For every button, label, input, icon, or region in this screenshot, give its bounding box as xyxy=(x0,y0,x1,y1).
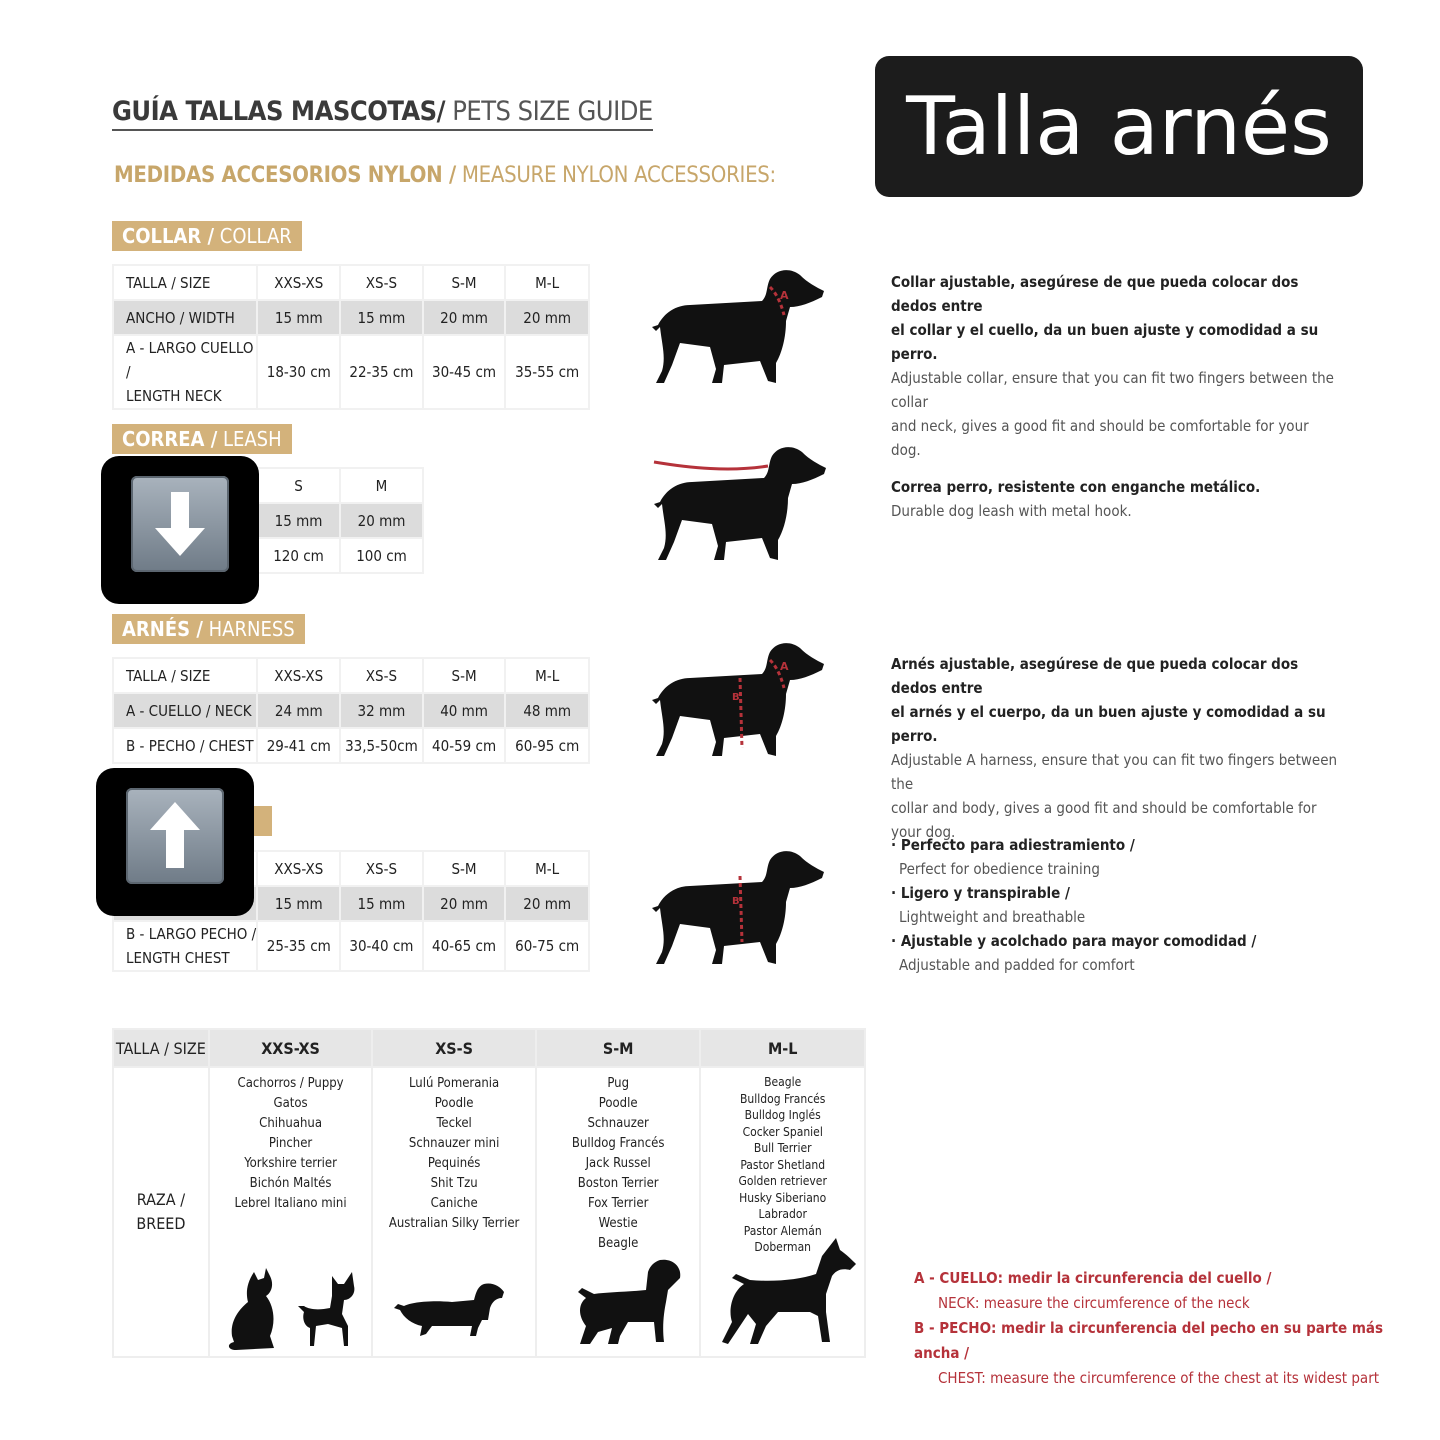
length-cell: 35-55 cm xyxy=(505,335,589,409)
breed-item: Cachorros / Puppy xyxy=(237,1076,344,1091)
width-cell: 15 mm xyxy=(257,503,340,538)
breed-item: Schnauzer xyxy=(587,1116,649,1131)
feature-es: Ajustable y acolchado para mayor comodidad / xyxy=(900,932,1257,950)
dog-leash-icon xyxy=(650,442,832,564)
breed-item: Fox Terrier xyxy=(587,1196,649,1211)
cat-chihuahua-icon xyxy=(224,1266,364,1352)
feature-en: Adjustable and padded for comfort xyxy=(899,956,1135,974)
title-en: PETS SIZE GUIDE xyxy=(445,96,653,127)
breed-item: Gatos xyxy=(273,1096,308,1111)
collar-desc-en-1: Adjustable collar, ensure that you can fit two fingers between the collar xyxy=(891,369,1334,411)
breed-list xyxy=(701,1074,864,1256)
feature-en: Lightweight and breathable xyxy=(899,908,1086,926)
breed-header-size: TALLA / SIZE xyxy=(113,1029,209,1067)
width-cell: 20 mm xyxy=(423,300,506,335)
breed-row-label xyxy=(113,1067,209,1357)
legend-neck-es: A - CUELLO: medir la circunferencia del cuello / xyxy=(914,1269,1272,1287)
size-cell: XS-S xyxy=(340,658,423,693)
collar-label-en: COLLAR xyxy=(214,224,292,248)
padded-harness-features xyxy=(891,833,1341,977)
harness-label xyxy=(112,614,305,644)
row-label-neck: A - CUELLO / NECK xyxy=(113,693,257,728)
svg-text:B: B xyxy=(732,896,740,907)
breed-list xyxy=(373,1074,535,1234)
leash-size-table xyxy=(256,467,424,574)
harness-description xyxy=(891,652,1341,844)
dog-harness-icon xyxy=(650,638,830,760)
leash-desc-en: Durable dog leash with metal hook. xyxy=(891,502,1132,520)
width-cell: 20 mm xyxy=(340,503,423,538)
harness-size-badge: Talla arnés xyxy=(875,56,1363,197)
schnauzer-icon xyxy=(568,1256,688,1348)
breed-item: Schnauzer mini xyxy=(408,1136,500,1151)
breed-label-en: BREED xyxy=(136,1214,186,1233)
scroll-up-button[interactable] xyxy=(96,768,254,916)
breed-item: Bulldog Francés xyxy=(571,1136,665,1151)
length-cell: 120 cm xyxy=(257,538,340,573)
breed-size-header: XXS-XS xyxy=(209,1029,373,1067)
breed-item: Bull Terrier xyxy=(753,1141,812,1155)
breed-item: Cocker Spaniel xyxy=(742,1124,823,1139)
row-label-length-en: LENGTH NECK xyxy=(126,387,222,405)
size-cell: M-L xyxy=(505,265,589,300)
breed-item: Bulldog Francés xyxy=(740,1091,826,1106)
width-cell: 20 mm xyxy=(505,886,589,921)
leash-desc-es: Correa perro, resistente con enganche metálico. xyxy=(891,478,1261,496)
breed-item: Australian Silky Terrier xyxy=(388,1216,520,1231)
dog-collar-icon xyxy=(650,265,830,387)
breed-item: Teckel xyxy=(436,1116,472,1131)
harness-desc-es-1: Arnés ajustable, asegúrese de que pueda colocar dos dedos entre xyxy=(891,655,1299,697)
breed-item: Doberman xyxy=(754,1240,812,1254)
harness-desc-en-1: Adjustable A harness, ensure that you can fit two fingers between the xyxy=(891,751,1338,793)
breed-item: Lebrel Italiano mini xyxy=(234,1196,347,1211)
row-label-length-chest xyxy=(113,921,257,971)
breed-item: Pequinés xyxy=(427,1156,481,1171)
length-cell: 30-45 cm xyxy=(423,335,506,409)
size-cell: M-L xyxy=(505,658,589,693)
subtitle-en: MEASURE NYLON ACCESSORIES: xyxy=(455,163,776,188)
table-header-size: TALLA / SIZE xyxy=(113,658,257,693)
breed-item: Caniche xyxy=(430,1196,478,1211)
page-title xyxy=(112,96,653,131)
title-es: GUÍA TALLAS MASCOTAS/ xyxy=(112,96,445,127)
leash-label-es: CORREA / xyxy=(122,427,218,451)
row-label-length-chest-en: LENGTH CHEST xyxy=(126,949,230,967)
harness-label-en: HARNESS xyxy=(202,617,295,641)
breed-item: Bichón Maltés xyxy=(249,1176,332,1191)
breed-item: Labrador xyxy=(758,1207,807,1221)
breed-item: Beagle xyxy=(764,1075,802,1089)
length-cell: 22-35 cm xyxy=(340,335,423,409)
collar-description xyxy=(891,270,1341,462)
breed-item: Beagle xyxy=(598,1236,639,1251)
breed-item: Golden retriever xyxy=(738,1174,827,1188)
breed-size-header: S-M xyxy=(536,1029,701,1067)
harness-desc-en-2: collar and body, gives a good fit and should be comfortable for your dog. xyxy=(891,799,1317,841)
size-cell: M xyxy=(340,468,423,503)
arrow-up-icon xyxy=(126,788,224,884)
neck-cell: 24 mm xyxy=(257,693,340,728)
chest-cell: 33,5-50cm xyxy=(340,728,423,763)
chest-cell: 60-95 cm xyxy=(505,728,589,763)
breed-item: Pug xyxy=(607,1076,629,1091)
collar-label xyxy=(112,221,302,251)
harness-size-table xyxy=(112,657,590,764)
feature-es: Perfecto para adiestramiento / xyxy=(900,836,1135,854)
svg-text:A: A xyxy=(780,660,789,673)
arrow-down-icon xyxy=(131,476,229,572)
feature-item: · Ligero y transpirable / xyxy=(891,884,1070,902)
breed-item: Boston Terrier xyxy=(577,1176,659,1191)
scroll-down-button[interactable] xyxy=(101,456,259,604)
row-label-width: ANCHO / WIDTH xyxy=(113,300,257,335)
harness-desc-es-2: el arnés y el cuerpo, da un buen ajuste y comodidad a su perro. xyxy=(891,703,1326,745)
leash-description xyxy=(891,475,1341,523)
breed-item: Pastor Alemán xyxy=(743,1223,822,1238)
harness-label-es: ARNÉS / xyxy=(122,617,203,641)
subtitle-es: MEDIDAS ACCESORIOS NYLON / xyxy=(114,163,456,188)
feature-item: · Ajustable y acolchado para mayor comodidad / xyxy=(891,932,1257,950)
breed-item: Chihuahua xyxy=(259,1116,322,1131)
size-cell: XXS-XS xyxy=(257,658,340,693)
row-label-length xyxy=(113,335,257,409)
breed-item: Jack Russel xyxy=(585,1156,651,1171)
length-cell: 40-65 cm xyxy=(423,921,506,971)
doberman-icon xyxy=(718,1234,858,1348)
section-subtitle xyxy=(114,163,776,188)
width-cell: 20 mm xyxy=(423,886,506,921)
collar-desc-en-2: and neck, gives a good fit and should be comfortable for your dog. xyxy=(891,417,1309,459)
feature-en: Perfect for obedience training xyxy=(899,860,1100,878)
neck-cell: 48 mm xyxy=(505,693,589,728)
size-cell: S-M xyxy=(423,658,506,693)
row-label-length-es: A - LARGO CUELLO / xyxy=(126,339,254,381)
dog-padded-harness-icon xyxy=(650,846,830,968)
breed-item: Westie xyxy=(598,1216,638,1231)
feature-es: Ligero y transpirable / xyxy=(900,884,1070,902)
leash-label xyxy=(112,424,292,454)
length-cell: 60-75 cm xyxy=(505,921,589,971)
width-cell: 15 mm xyxy=(257,886,340,921)
row-label-chest: B - PECHO / CHEST xyxy=(113,728,257,763)
breed-item: Lulú Pomerania xyxy=(409,1076,500,1091)
collar-label-es: COLLAR / xyxy=(122,224,215,248)
breed-item: Bulldog Inglés xyxy=(744,1108,821,1122)
neck-cell: 40 mm xyxy=(423,693,506,728)
breed-item: Poodle xyxy=(598,1096,638,1111)
breed-size-header: XS-S xyxy=(372,1029,536,1067)
breed-list xyxy=(537,1074,700,1254)
width-cell: 20 mm xyxy=(505,300,589,335)
table-header-size: TALLA / SIZE xyxy=(113,265,257,300)
collar-size-table xyxy=(112,264,590,410)
svg-text:A: A xyxy=(780,289,789,302)
width-cell: 15 mm xyxy=(257,300,340,335)
legend-neck-en: NECK: measure the circumference of the neck xyxy=(938,1294,1250,1312)
width-cell: 15 mm xyxy=(340,300,423,335)
measurement-legend xyxy=(914,1266,1394,1391)
breed-size-header: M-L xyxy=(700,1029,865,1067)
length-cell: 18-30 cm xyxy=(257,335,340,409)
breed-item: Husky Siberiano xyxy=(739,1190,827,1205)
size-cell: M-L xyxy=(505,851,589,886)
collar-desc-es-2: el collar y el cuello, da un buen ajuste y comodidad a su perro. xyxy=(891,321,1319,363)
size-cell: XS-S xyxy=(340,265,423,300)
legend-chest-en: CHEST: measure the circumference of the chest at its widest part xyxy=(938,1369,1380,1387)
width-cell: 15 mm xyxy=(340,886,423,921)
chest-cell: 40-59 cm xyxy=(423,728,506,763)
feature-item: · Perfecto para adiestramiento / xyxy=(891,836,1135,854)
breed-item: Pastor Shetland xyxy=(740,1157,826,1172)
svg-text:B: B xyxy=(732,692,740,703)
dachshund-icon xyxy=(392,1280,508,1342)
collar-desc-es-1: Collar ajustable, asegúrese de que pueda colocar dos dedos entre xyxy=(891,273,1299,315)
size-cell: XXS-XS xyxy=(257,265,340,300)
size-cell: S xyxy=(257,468,340,503)
breed-item: Pincher xyxy=(268,1136,313,1151)
length-cell: 30-40 cm xyxy=(340,921,423,971)
size-cell: XS-S xyxy=(340,851,423,886)
size-cell: S-M xyxy=(423,265,506,300)
breed-item: Yorkshire terrier xyxy=(244,1156,337,1171)
row-label-length-chest-es: B - LARGO PECHO / xyxy=(126,925,257,943)
legend-chest-es: B - PECHO: medir la circunferencia del pecho en su parte más ancha / xyxy=(914,1319,1384,1362)
breed-item: Poodle xyxy=(434,1096,474,1111)
length-cell: 25-35 cm xyxy=(257,921,340,971)
breed-item: Shit Tzu xyxy=(430,1176,478,1191)
breed-label-es: RAZA / xyxy=(136,1190,186,1209)
breed-list xyxy=(210,1074,372,1214)
chest-cell: 29-41 cm xyxy=(257,728,340,763)
leash-label-en: LEASH xyxy=(217,427,282,451)
length-cell: 100 cm xyxy=(340,538,423,573)
neck-cell: 32 mm xyxy=(340,693,423,728)
size-cell: S-M xyxy=(423,851,506,886)
size-cell: XXS-XS xyxy=(257,851,340,886)
